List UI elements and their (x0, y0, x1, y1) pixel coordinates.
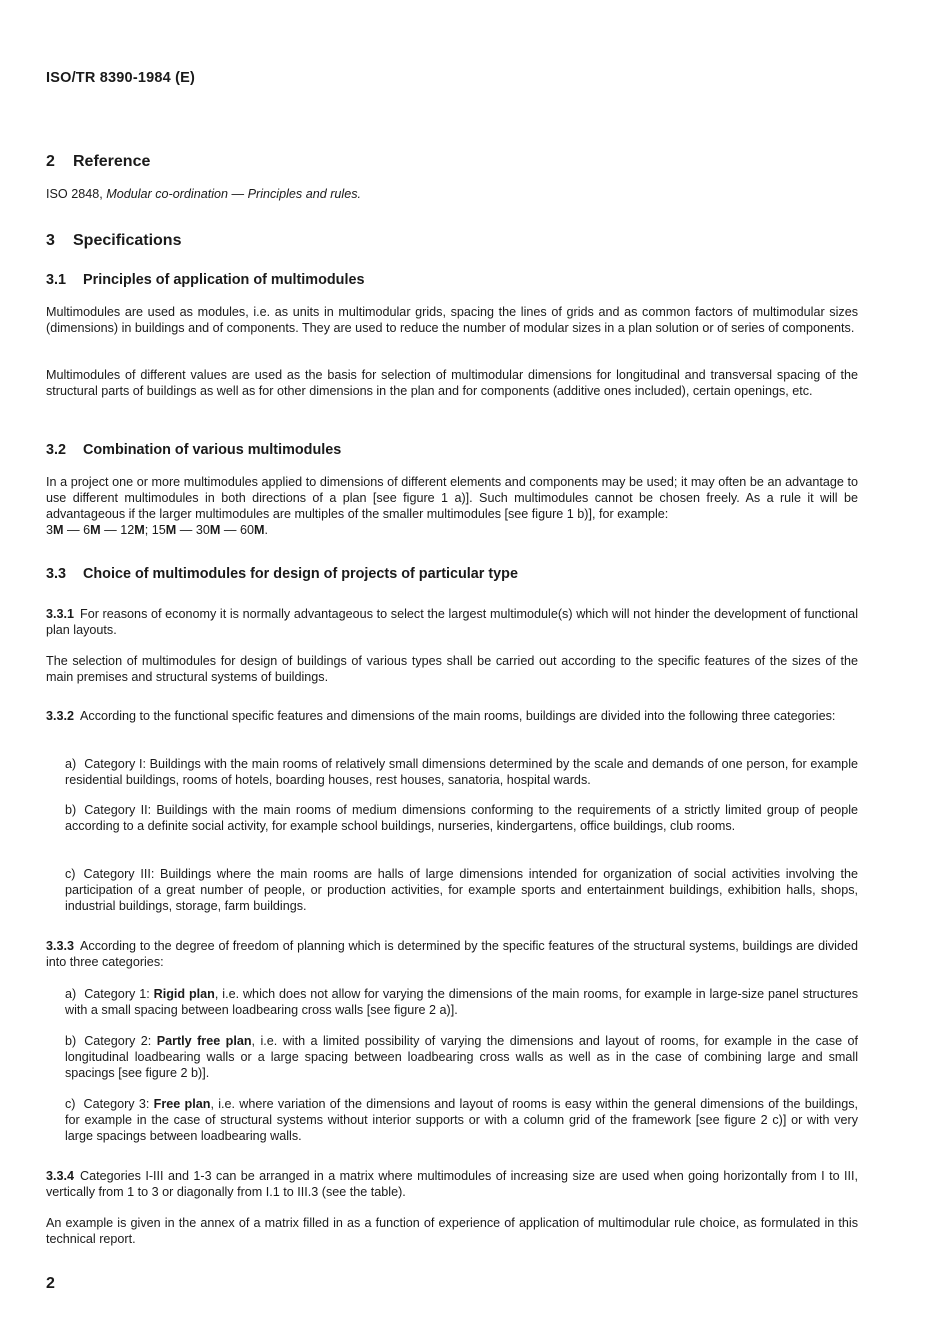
paragraph-text: In a project one or more multimodules applied to dimensions of different elements and components may be used; it may often be an advantage to use different multimodules in both directions of a plan [see figure 1 a)]. Such multimodules cannot be chosen freely. As a rule it will be advantageous if the larger multimodules are multiples of the smaller multimodules [see figure 1 b)], for example: (46, 475, 858, 521)
reference-entry (46, 186, 361, 202)
section-number: 3 (46, 232, 55, 249)
list-item-category-III: c) Category III: Buildings where the main rooms are halls of large dimensions intended for organization of social activities involving the participation of a great number of people, or production activities, for example sports and entertainment buildings, exhibition halls, shops, industrial buildings, storage, farm buildings. (65, 867, 858, 913)
clause-3-3-2 (46, 708, 858, 724)
paragraph-3-2 (46, 474, 858, 538)
subsection-3-3-heading (46, 565, 518, 583)
clause-number: 3.3.3 (46, 939, 75, 953)
subsection-3-1-heading (46, 271, 364, 289)
list-item-category-3: c) Category 3: Free plan, i.e. where variation of the dimensions and layout of rooms is easy within the general dimensions of the buildings, for example in the case of structural systems without interior supports or with a column grid of the framework [see figure 2 c)] or with very large spacings between loadbearing walls. (65, 1097, 858, 1143)
example-series: 3M — 6M — 12M; 15M — 30M — 60M. (46, 523, 268, 537)
section-title: Specifications (73, 232, 182, 249)
clause-number: 3.3.1 (46, 607, 75, 621)
subsection-title: Combination of various multimodules (83, 442, 342, 458)
section-number: 2 (46, 153, 55, 170)
clause-text: According to the degree of freedom of planning which is determined by the specific features of the structural systems, buildings are divided into three categories: (46, 939, 858, 969)
subsection-title: Choice of multimodules for design of projects of particular type (83, 566, 518, 582)
standard-header: ISO/TR 8390-1984 (E) (46, 70, 196, 86)
paragraph-3-3-4-b: An example is given in the annex of a matrix filled in as a function of experience of application of multimodular rule choice, as formulated in this technical report. (46, 1216, 858, 1246)
list-item-category-I: a) Category I: Buildings with the main rooms of relatively small dimensions determined by the scale and demands of one person, for example residential buildings, rooms of hotels, boarding houses, rest houses, sanatoria, hospital wards. (65, 757, 858, 787)
clause-3-3-3 (46, 938, 858, 970)
clause-3-3-4 (46, 1168, 858, 1200)
clause-text: Categories I-III and 1-3 can be arranged in a matrix where multimodules of increasing size are used when going horizontally from I to III, vertically from 1 to 3 or diagonally from I.1 to III.3 (see the table). (46, 1169, 858, 1199)
section-2-heading (46, 152, 150, 172)
clause-text: For reasons of economy it is normally advantageous to select the largest multimodule(s) which will not hinder the development of functional plan layouts. (46, 607, 858, 637)
clause-text: According to the functional specific features and dimensions of the main rooms, buildings are divided into the following three categories: (80, 709, 836, 723)
section-title: Reference (73, 153, 151, 170)
list-item-category-II: b) Category II: Buildings with the main rooms of medium dimensions conforming to the requirements of a strictly limited group of people according to a definite social activity, for example school buildings, nurseries, kindergartens, office buildings, club rooms. (65, 803, 858, 833)
paragraph-3-3-1-b: The selection of multimodules for design of buildings of various types shall be carried out according to the specific features of the sizes of the main premises and structural systems of buildings. (46, 654, 858, 684)
page-number: 2 (46, 1275, 55, 1292)
subsection-number: 3.1 (46, 272, 67, 288)
clause-number: 3.3.4 (46, 1169, 75, 1183)
clause-number: 3.3.2 (46, 709, 75, 723)
section-3-heading (46, 231, 181, 251)
paragraph-3-1-a: Multimodules are used as modules, i.e. as units in multimodular grids, spacing the lines of grids and as common factors of multimodular sizes (dimensions) in buildings and of components. They are used to reduce the number of modular sizes in a plan solution or of series of components. (46, 305, 858, 335)
subsection-title: Principles of application of multimodules (83, 272, 365, 288)
subsection-number: 3.2 (46, 442, 67, 458)
subsection-number: 3.3 (46, 566, 67, 582)
list-item-category-1: a) Category 1: Rigid plan, i.e. which does not allow for varying the dimensions of the main rooms, for example in large-size panel structures with a small spacing between loadbearing cross walls [see figure 2 a)]. (65, 987, 858, 1017)
paragraph-3-1-b: Multimodules of different values are used as the basis for selection of multimodular dimensions for longitudinal and transversal spacing of the structural parts of buildings as well as for other dimensions in the plan and for components (additive ones included), certain openings, etc. (46, 368, 858, 398)
list-item-category-2: b) Category 2: Partly free plan, i.e. with a limited possibility of varying the dimensions and layout of rooms, for example in the case of longitudinal loadbearing walls or a large spacing between loadbearing cross walls as well as in the case of combining large and small spacings [see figure 2 b)]. (65, 1034, 859, 1080)
subsection-3-2-heading (46, 441, 341, 459)
reference-title: Modular co-ordination — Principles and rules. (106, 187, 362, 201)
clause-3-3-1 (46, 606, 858, 638)
reference-code: ISO 2848, (46, 187, 103, 201)
